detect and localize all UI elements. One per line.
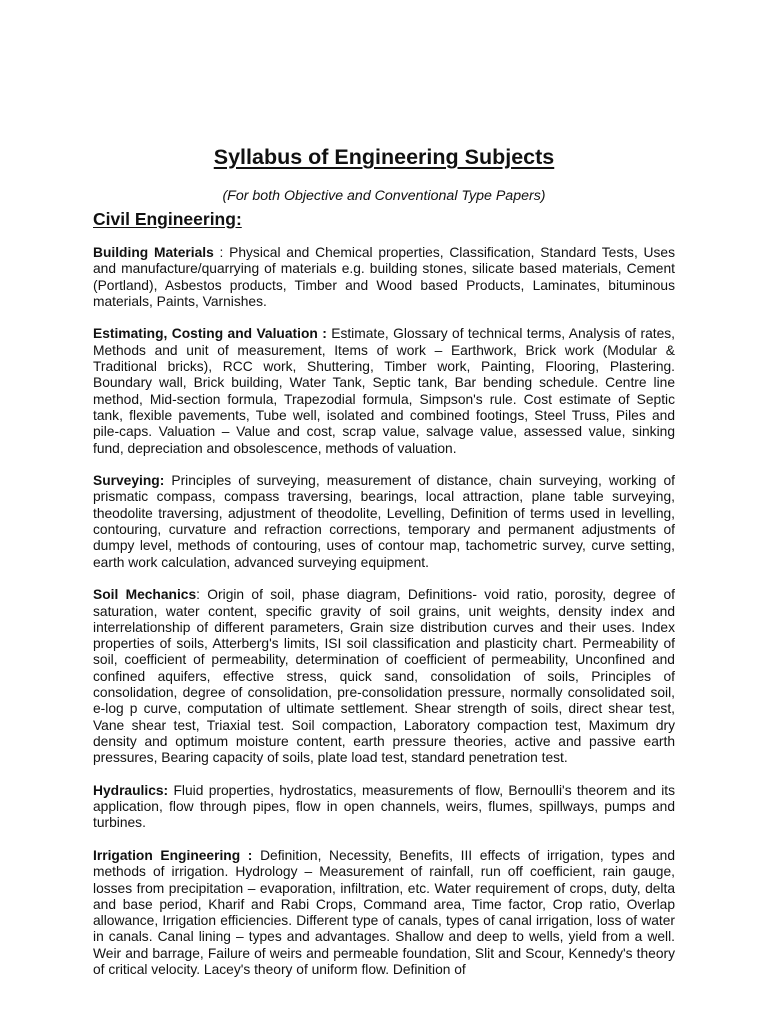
- paragraph-text: Physical and Chemical properties, Classification, Standard Tests, Uses and manufacture/quarrying of materials e.g. building stones, silicate based materials, Cement (Portland), Asbestos products, Timber and Wood based Products, Laminates, bituminous materials, Paints, Varnishes.: [93, 245, 675, 309]
- paragraph-surveying: [93, 473, 675, 571]
- paragraph-estimating-costing-valuation: [93, 326, 675, 456]
- paragraph-building-materials: [93, 245, 675, 310]
- document-subtitle: (For both Objective and Conventional Type Papers): [222, 188, 546, 204]
- paragraph-separator: [252, 848, 260, 863]
- paragraph-text: Fluid properties, hydrostatics, measurements of flow, Bernoulli's theorem and its application, flow through pipes, flow in open channels, weirs, flumes, spillways, pumps and turbines.: [93, 782, 676, 831]
- paragraph-label: Estimating, Costing and Valuation :: [93, 326, 327, 342]
- paragraph-text: Origin of soil, phase diagram, Definitions- void ratio, porosity, degree of saturation, water content, specific gravity of soil grains, unit weights, density index and interrelationship of different parameters, Grain size distribution curves and their uses. Index properties of soils, Atterberg's limits, ISI soil classification and plasticity chart. Permeability of soil, coefficient of permeability, determination of coefficient of permeability, Unconfined and confined aquifers, effective stress, quick sand, consolidation of soils, Principles of consolidation, degree of consolidation, pre-consolidation pressure, normally consolidated soil, e-log p curve, computation of ultimate settlement. Shear strength of soils, direct shear test, Vane shear test, Triaxial test. Soil compaction, Laboratory compaction test, Maximum dry density and optimum moisture content, earth pressure theories, active and passive earth pressures, Bearing capacity of soils, plate load test, standard penetration test.: [93, 587, 675, 766]
- paragraph-irrigation-engineering: [93, 848, 675, 978]
- paragraph-label: Irrigation Engineering :: [93, 847, 253, 863]
- paragraph-separator: :: [213, 245, 230, 260]
- document-title: Syllabus of Engineering Subjects: [213, 145, 555, 169]
- paragraph-text: Definition, Necessity, Benefits, III effects of irrigation, types and methods of irrigation. Hydrology – Measurement of rainfall, run off coefficient, rain gauge, losses from precipitation – evaporation, infiltration, etc. Water requirement of crops, duty, delta and base period, Kharif and Rabi Crops, Command area, Time factor, Crop ratio, Overlap allowance, Irrigation efficiencies. Different type of canals, types of canal irrigation, loss of water in canals. Canal lining – types and advantages. Shallow and deep to wells, yield from a well. Weir and barrage, Failure of weirs and permeable foundation, Slit and Scour, Kennedy's theory of critical velocity. Lacey's theory of uniform flow. Definition of: [93, 847, 675, 978]
- document-page: [93, 142, 675, 978]
- paragraph-separator: :: [196, 587, 208, 603]
- paragraph-label: Hydraulics:: [93, 782, 169, 798]
- paragraph-label: Surveying:: [93, 473, 165, 489]
- paragraph-soil-mechanics: [93, 587, 675, 766]
- paragraph-text: Estimate, Glossary of technical terms, Analysis of rates, Methods and unit of measurement, Items of work – Earthwork, Brick work (Modular & Traditional bricks), RCC work, Shuttering, Timber work, Painting, Flooring, Plastering. Boundary wall, Brick building, Water Tank, Septic tank, Bar bending schedule. Centre line method, Mid-section formula, Trapezodial formula, Simpson's rule. Cost estimate of Septic tank, flexible pavements, Tube well, isolated and combined footings, Steel Truss, Piles and pile-caps. Valuation – Value and cost, scrap value, salvage value, assessed value, sinking fund, depreciation and obsolescence, methods of valuation.: [93, 326, 675, 456]
- paragraph-text: Principles of surveying, measurement of distance, chain surveying, working of prismatic compass, compass traversing, bearings, local attraction, plane table surveying, theodolite traversing, adjustment of theodolite, Levelling, Definition of terms used in levelling, contouring, curvature and refraction corrections, temporary and permanent adjustments of dumpy level, methods of contouring, uses of contour map, tachometric survey, curve setting, earth work calculation, advanced surveying equipment.: [93, 473, 676, 570]
- paragraph-hydraulics: [93, 783, 675, 832]
- paragraph-label: Soil Mechanics: [93, 587, 197, 603]
- paragraph-label: Building Materials: [93, 245, 214, 260]
- section-heading-civil-engineering: Civil Engineering:: [93, 209, 242, 229]
